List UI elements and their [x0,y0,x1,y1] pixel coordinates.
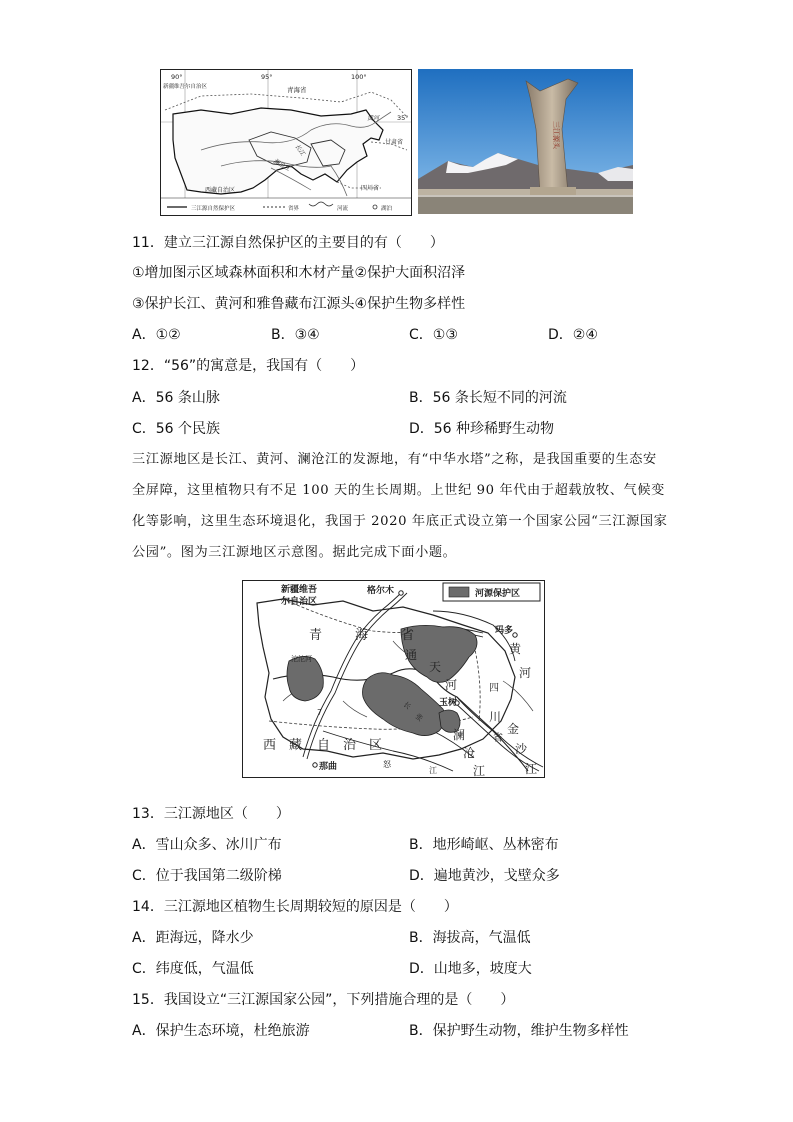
legend-river: 河流 [337,206,349,212]
legend-reserve: 三江源自然保护区 [191,206,236,212]
three-rivers-location-map [160,69,412,216]
label-tong: 通 [405,648,418,662]
label-sheng: 省 [401,628,415,643]
label-hai: 海 [355,628,369,643]
passage-line-3: 化等影响，这里生态环境退化，我国于 2020 年底正式设立第一个国家公园“三江源国家 [132,514,668,529]
q11-option-a[interactable]: A．①② [132,327,181,343]
q13-option-a[interactable]: A．雪山众多、冰川广布 [132,837,282,853]
naqu-town-marker [313,763,317,767]
q13-stem: 13．三江源地区（ ） [132,806,290,822]
q11-option-c[interactable]: C．①③ [409,327,458,343]
label-he-river: 河 [519,666,532,680]
region-gansu: 甘肃省 [385,139,404,146]
lon-label-90: 90° [171,73,183,81]
label-si: 四 [489,683,499,694]
label-qu: 区 [369,738,383,753]
lon-label-100: 100° [351,73,367,81]
label-tian: 天 [429,660,442,674]
q11-option-b[interactable]: B．③④ [271,327,320,343]
label-golmud: 格尔木 [367,586,395,596]
passage-line-1: 三江源地区是长江、黄河、澜沧江的发源地，有“中华水塔”之称，是我国重要的生态安 [132,452,657,467]
q13-option-d[interactable]: D．遍地黄沙，戈壁众多 [409,868,560,884]
q12-option-b[interactable]: B．56 条长短不同的河流 [409,390,567,406]
reserve-area-west [287,656,323,701]
label-zhi: 治 [343,738,357,753]
region-qinghai: 青海省 [287,86,307,94]
label-cang: 沧 [463,746,476,760]
q15-stem: 15．我国设立“三江源国家公园”，下列措施合理的是（ ） [132,992,515,1008]
label-jiang-n: 江 [429,766,437,775]
q12-option-a[interactable]: A．56 条山脉 [132,390,220,406]
label-chang: 长 [401,700,413,712]
legend-province-border: 省界 [288,206,300,212]
river-lancangjiang: 澜沧江 [272,157,292,173]
label-xinjiang-1: 新疆维吾 [281,585,318,595]
q12-stem: 12．“56”的寓意是，我国有（ ） [132,358,365,374]
q11-stem: 11．建立三江源自然保护区的主要目的有（ ） [132,235,444,251]
legend-label: 河源保护区 [475,589,521,599]
river-changjiang: 长江 [293,143,306,157]
q13-option-b[interactable]: B．地形崎岖、丛林密布 [409,837,559,853]
q12-option-c[interactable]: C．56 个民族 [132,421,221,437]
maduo-town-marker [513,633,517,637]
label-naqu: 那曲 [319,762,338,772]
q14-option-a[interactable]: A．距海远，降水少 [132,930,254,946]
monument-photo-svg [418,69,633,214]
label-jin: 金 [507,722,520,736]
q15-option-b[interactable]: B．保护野生动物，维护生物多样性 [409,1023,629,1039]
legend-lake: 湖泊 [381,206,393,212]
q14-option-c[interactable]: C．纬度低，气温低 [132,961,254,977]
passage-line-2: 全屏障，这里植物只有不足 100 天的生长周期。上世纪 90 年代由于超载放牧、气候变 [132,483,665,498]
label-zi: 自 [317,738,331,753]
region-xizang: 西藏自治区 [205,187,236,194]
lat-label-35: 35° [397,114,409,122]
q14-stem: 14．三江源地区植物生长周期较短的原因是（ ） [132,899,458,915]
label-sha: 沙 [515,742,528,756]
golmud-town-marker [399,591,403,595]
monument-inscription: 三江源头 [552,121,560,149]
q14-option-b[interactable]: B．海拔高，气温低 [409,930,531,946]
label-sheng2: 省 [493,733,503,744]
label-lan: 澜 [453,728,466,742]
label-chuan: 川 [489,710,502,724]
passage-line-4: 公园”。图为三江源地区示意图。据此完成下面小题。 [132,545,457,560]
label-xi: 西 [263,738,277,753]
lon-label-95: 95° [261,73,273,81]
river-huanghe: 黄河 [367,115,380,122]
label-nw-7: 7 [317,708,323,717]
region-xinjiang: 新疆维吾尔自治区 [163,84,208,90]
q12-option-d[interactable]: D．56 种珍稀野生动物 [409,421,555,437]
label-nu: 怒 [383,760,391,769]
label-zhang: 张 [413,712,425,724]
source-area-map [242,580,545,778]
label-tuotuohe: 沱沱河 [291,655,312,663]
q11-statement-line-1: ①增加图示区域森林面积和木材产量②保护大面积沼泽 [132,265,466,281]
q11-statement-line-2: ③保护长江、黄河和雅鲁藏布江源头④保护生物多样性 [132,296,466,312]
label-huang: 黄 [509,642,522,656]
source-area-map-svg [243,581,544,777]
label-he2: 河 [445,678,458,692]
label-maduo: 玛多 [495,626,514,636]
region-sichuan: 四川省 [361,185,380,192]
label-jiang-l: 江 [473,764,486,777]
q11-option-d[interactable]: D．②④ [548,327,598,343]
label-zang: 藏 [289,738,303,753]
location-map-svg [161,70,411,215]
legend-swatch [449,587,469,597]
q15-option-a[interactable]: A．保护生态环境，杜绝旅游 [132,1023,310,1039]
q13-option-c[interactable]: C．位于我国第二级阶梯 [132,868,282,884]
label-jiang-j: 江 [525,762,538,776]
q14-option-d[interactable]: D．山地多，坡度大 [409,961,532,977]
label-qing: 青 [309,628,323,643]
label-xinjiang-2: 尔自治区 [281,597,318,607]
monument-photo [418,69,633,214]
label-yushu: 玉树 [439,698,458,708]
